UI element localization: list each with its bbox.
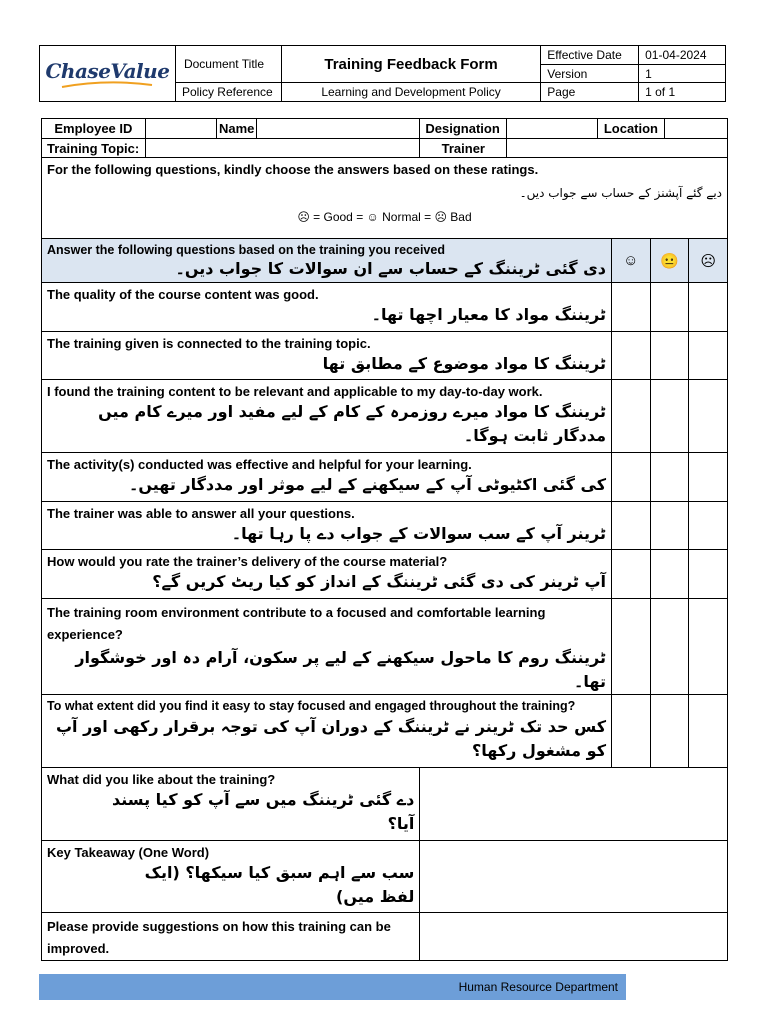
designation-label: Designation bbox=[420, 119, 507, 139]
rating-normal-cell[interactable] bbox=[650, 599, 689, 695]
rating-bad-cell[interactable] bbox=[689, 380, 728, 453]
version: 1 bbox=[639, 65, 726, 83]
question-cell bbox=[42, 453, 612, 502]
question-cell bbox=[42, 502, 612, 550]
question-cell bbox=[42, 695, 612, 768]
version-label: Version bbox=[541, 65, 639, 83]
rating-header-cell bbox=[42, 239, 612, 283]
footer-bar bbox=[39, 974, 626, 1000]
rating-bad-cell[interactable] bbox=[689, 550, 728, 599]
designation-location-cell bbox=[507, 119, 728, 139]
question-en: The quality of the course content was good. bbox=[47, 287, 319, 302]
trainer-label: Trainer bbox=[420, 139, 507, 158]
open-question-en: Please provide suggestions on how this training can be improved. bbox=[47, 919, 391, 956]
open-question-ur: سب سے اہم سبق کیا سیکھا؟ (ایک لفظ میں) bbox=[144, 863, 415, 906]
logo-cell bbox=[40, 46, 176, 102]
designation-field[interactable] bbox=[507, 119, 598, 138]
open-question-row bbox=[42, 768, 728, 841]
question-en: To what extent did you find it easy to stay focused and engaged throughout the training? bbox=[47, 699, 576, 713]
location-label: Location bbox=[598, 119, 665, 138]
question-row bbox=[42, 283, 728, 332]
rating-good-cell[interactable] bbox=[612, 695, 651, 768]
question-row bbox=[42, 695, 728, 768]
policy-ref-label: Policy Reference bbox=[175, 83, 281, 102]
rating-normal-cell[interactable] bbox=[650, 502, 689, 550]
question-ur: ٹریننگ کا مواد موضوع کے مطابق تھا bbox=[322, 354, 606, 373]
rating-good-cell[interactable] bbox=[612, 332, 651, 380]
trainer-field[interactable] bbox=[507, 139, 728, 158]
instructions-cell bbox=[42, 158, 728, 239]
training-info-row bbox=[42, 139, 728, 158]
instructions-row bbox=[42, 158, 728, 239]
page-label: Page bbox=[541, 83, 639, 102]
question-row bbox=[42, 550, 728, 599]
good-face-icon: ☺ bbox=[612, 239, 651, 283]
rating-bad-cell[interactable] bbox=[689, 502, 728, 550]
open-question-row bbox=[42, 913, 728, 961]
rating-good-cell[interactable] bbox=[612, 380, 651, 453]
rating-normal-cell[interactable] bbox=[650, 695, 689, 768]
doc-title: Training Feedback Form bbox=[281, 46, 540, 83]
rating-normal-cell[interactable] bbox=[650, 550, 689, 599]
question-ur: ٹریننگ مواد کا معیار اچھا تھا۔ bbox=[371, 305, 606, 324]
training-topic-field[interactable] bbox=[145, 139, 420, 158]
open-question-cell bbox=[42, 913, 420, 961]
name-label: Name bbox=[217, 119, 257, 138]
effective-date-label: Effective Date bbox=[541, 46, 639, 65]
name-field[interactable] bbox=[257, 119, 419, 138]
rating-header-row bbox=[42, 239, 728, 283]
employee-info-row bbox=[42, 119, 728, 139]
question-ur: آپ ٹرینر کی دی گئی ٹریننگ کے انداز کو کیا ریٹ کریں گے؟ bbox=[152, 572, 606, 591]
rating-good-cell[interactable] bbox=[612, 502, 651, 550]
open-answer-field[interactable] bbox=[420, 768, 728, 841]
question-ur: ٹریننگ روم کا ماحول سیکھنے کے لیے پر سکون، آرام دہ اور خوشگوار تھا۔ bbox=[75, 648, 606, 691]
question-ur: ٹریننگ کا مواد میرے روزمرہ کے کام کے لیے مفید اور میرے کام میں مددگار ثابت ہوگا۔ bbox=[98, 402, 606, 445]
rating-header-en: Answer the following questions based on the training you received bbox=[47, 243, 445, 257]
question-cell bbox=[42, 332, 612, 380]
question-cell bbox=[42, 283, 612, 332]
question-en: The training room environment contribute to a focused and comfortable learning experience? bbox=[47, 605, 546, 642]
question-en: How would you rate the trainer’s delivery of the course material? bbox=[47, 554, 448, 569]
neutral-face-icon: 😐 bbox=[650, 239, 689, 283]
logo-text: ChaseValue bbox=[45, 58, 170, 83]
instructions-ur: دیے گئے آپشنز کے حساب سے جواب دیں۔ bbox=[519, 186, 722, 200]
instructions-en: For the following questions, kindly choose the answers based on these ratings. bbox=[47, 162, 539, 177]
rating-bad-cell[interactable] bbox=[689, 599, 728, 695]
question-ur: ٹرینر آپ کے سب سوالات کے جواب دے پا رہا تھا۔ bbox=[231, 524, 606, 543]
rating-normal-cell[interactable] bbox=[650, 380, 689, 453]
rating-good-cell[interactable] bbox=[612, 550, 651, 599]
question-en: I found the training content to be relevant and applicable to my day-to-day work. bbox=[47, 384, 543, 399]
question-row bbox=[42, 453, 728, 502]
rating-good-cell[interactable] bbox=[612, 283, 651, 332]
open-question-en: Key Takeaway (One Word) bbox=[47, 845, 210, 860]
rating-legend: ☹ = Good = ☺ Normal = ☹ Bad bbox=[297, 210, 472, 224]
question-row bbox=[42, 380, 728, 453]
rating-normal-cell[interactable] bbox=[650, 332, 689, 380]
question-cell bbox=[42, 550, 612, 599]
sad-face-icon: ☹ bbox=[689, 239, 728, 283]
rating-bad-cell[interactable] bbox=[689, 695, 728, 768]
open-question-cell bbox=[42, 841, 420, 913]
question-en: The trainer was able to answer all your questions. bbox=[47, 506, 355, 521]
rating-normal-cell[interactable] bbox=[650, 453, 689, 502]
doc-title-label: Document Title bbox=[175, 46, 281, 83]
document-header-grid bbox=[39, 45, 726, 102]
employee-id-field[interactable] bbox=[145, 119, 216, 139]
rating-bad-cell[interactable] bbox=[689, 283, 728, 332]
question-row bbox=[42, 502, 728, 550]
question-ur: کی گئی اکٹیوٹی آپ کے سیکھنے کے لیے موثر اور مددگار تھیں۔ bbox=[128, 475, 606, 494]
employee-id-label: Employee ID bbox=[42, 119, 146, 139]
feedback-form bbox=[41, 118, 728, 961]
location-field[interactable] bbox=[665, 119, 727, 138]
page-number: 1 of 1 bbox=[639, 83, 726, 102]
rating-bad-cell[interactable] bbox=[689, 332, 728, 380]
rating-good-cell[interactable] bbox=[612, 599, 651, 695]
training-topic-label: Training Topic: bbox=[42, 139, 146, 158]
question-cell bbox=[42, 380, 612, 453]
name-cell bbox=[216, 119, 419, 139]
question-ur: کس حد تک ٹرینر نے ٹریننگ کے دوران آپ کی توجہ برقرار رکھی اور آپ کو مشغول رکھا؟ bbox=[55, 717, 606, 760]
question-row bbox=[42, 332, 728, 380]
rating-bad-cell[interactable] bbox=[689, 453, 728, 502]
open-answer-field[interactable] bbox=[420, 841, 728, 913]
open-answer-field[interactable] bbox=[420, 913, 728, 961]
question-en: The training given is connected to the training topic. bbox=[47, 336, 371, 351]
question-row bbox=[42, 599, 728, 695]
question-en: The activity(s) conducted was effective and helpful for your learning. bbox=[47, 457, 472, 472]
open-question-row bbox=[42, 841, 728, 913]
rating-header-ur: دی گئی ٹریننگ کے حساب سے ان سوالات کا جواب دیں۔ bbox=[175, 259, 606, 278]
effective-date: 01-04-2024 bbox=[639, 46, 726, 65]
rating-good-cell[interactable] bbox=[612, 453, 651, 502]
open-question-cell bbox=[42, 768, 420, 841]
question-cell bbox=[42, 599, 612, 695]
open-question-ur: دے گئی ٹریننگ میں سے آپ کو کیا پسند آیا؟ bbox=[112, 790, 415, 833]
policy-ref: Learning and Development Policy bbox=[281, 83, 540, 102]
open-question-en: What did you like about the training? bbox=[47, 772, 276, 787]
footer-department: Human Resource Department bbox=[458, 980, 618, 994]
rating-normal-cell[interactable] bbox=[650, 283, 689, 332]
